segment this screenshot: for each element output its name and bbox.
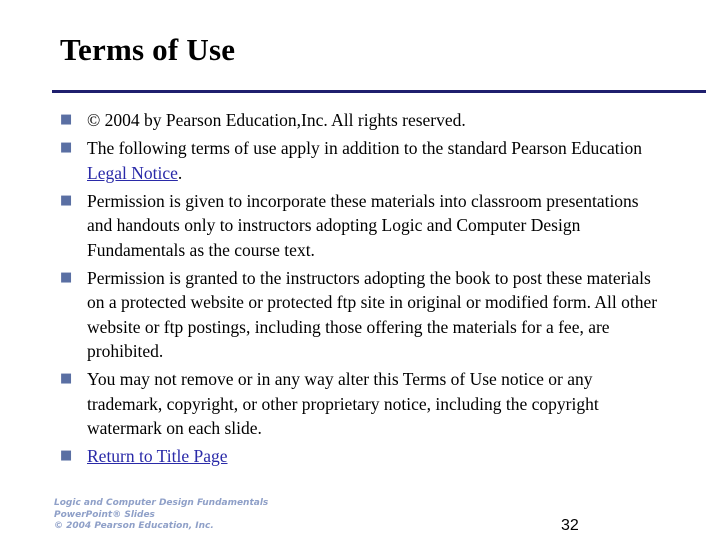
- footer-line-copyright: © 2004 Pearson Education, Inc.: [54, 521, 214, 531]
- bullet-text: © 2004 by Pearson Education,Inc. All rights reserved.: [87, 110, 466, 130]
- square-bullet-icon: ■: [60, 371, 73, 386]
- square-bullet-icon: ■: [60, 269, 73, 285]
- square-bullet-icon: ■: [60, 112, 73, 127]
- bullet-return: [60, 444, 660, 469]
- bullet-text: You may not remove or in any way alter this Terms of Use notice or any trademark, copyright, or other proprietary notice, including the copyright watermark on each slide.: [87, 369, 599, 438]
- bullet-list: [60, 108, 660, 472]
- bullet-text-end: .: [177, 162, 183, 183]
- bullet-permission-given: [60, 189, 660, 263]
- bullet-permission-granted: [60, 266, 660, 364]
- page-number: 32: [561, 517, 579, 534]
- bullet-text: The following terms of use apply in addition to the standard Pearson Education: [87, 138, 643, 158]
- footer-logo: [54, 498, 274, 533]
- bullet-no-removal: [60, 367, 660, 441]
- square-bullet-icon: ■: [60, 140, 73, 155]
- title-divider: [52, 90, 706, 93]
- square-bullet-icon: ■: [60, 448, 73, 463]
- return-to-title-link[interactable]: Return to Title Page: [87, 446, 228, 466]
- legal-notice-link[interactable]: Legal Notice: [87, 162, 178, 183]
- square-bullet-icon: ■: [60, 192, 73, 208]
- footer-line-book: Logic and Computer Design Fundamentals: [54, 498, 269, 508]
- footer-line-slides: PowerPoint® Slides: [54, 509, 155, 520]
- bullet-text: Permission is given to incorporate these materials into classroom presentations and handouts only to instructors adopting Logic and Computer Design Fundamentals as the course text.: [87, 190, 639, 260]
- bullet-copyright: [60, 108, 660, 133]
- bullet-terms-apply: [60, 136, 660, 185]
- bullet-text: Permission is granted to the instructors adopting the book to post these materials on a protected website or protected ftp site in original or modified form. All other website or ftp postings, including those offering the materials for a fee, are prohibited.: [87, 267, 658, 361]
- slide-title: Terms of Use: [60, 32, 236, 67]
